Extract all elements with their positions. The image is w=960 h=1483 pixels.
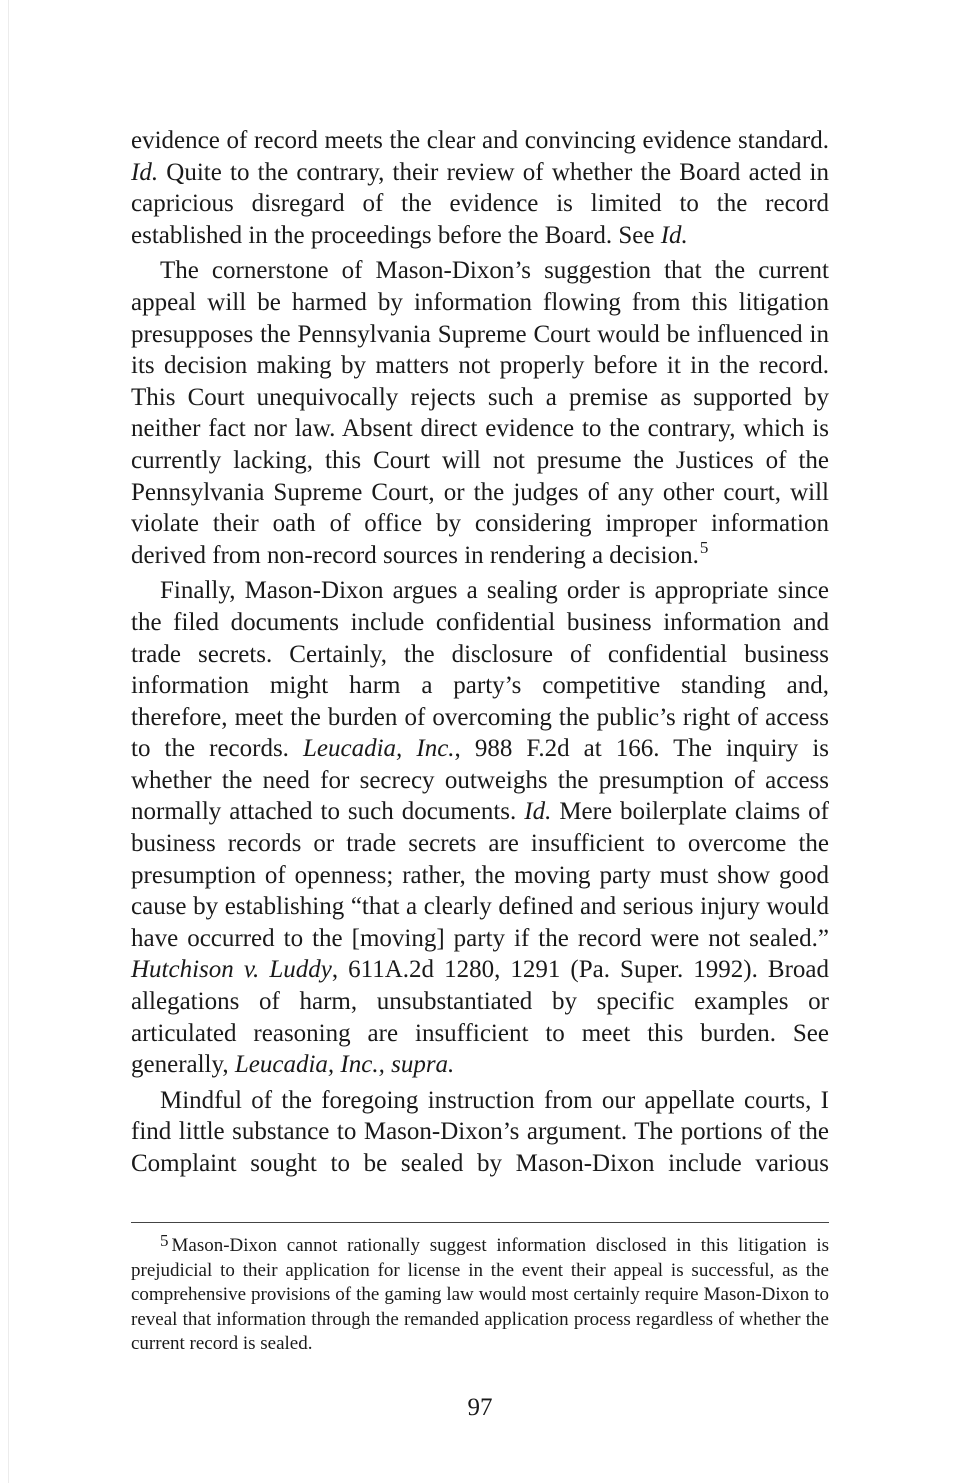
page-number: 97 xyxy=(467,1394,493,1421)
citation-italic: Leucadia, Inc. xyxy=(303,735,455,763)
page-edge xyxy=(8,0,9,1483)
citation-italic: Hutchison v. Luddy xyxy=(131,956,332,984)
footnote-reference: 5 xyxy=(699,537,709,557)
footnote xyxy=(131,1231,829,1357)
citation-italic: Id. xyxy=(131,158,159,186)
citation-italic: Id. xyxy=(660,221,688,249)
citation-italic: Id. xyxy=(524,798,552,826)
text-run: evidence of record meets the clear and convincing evidence standard. xyxy=(131,127,829,154)
footnote-text: Mason-Dixon cannot rationally suggest information disclosed in this litigation is prejudicial to their application for license in the event their appeal is successful, as the comprehensive provisions of the gaming law would most certainly require Mason-Dixon to reveal that information through the remanded application process regardless of whether the current record is sealed. xyxy=(131,1235,829,1354)
paragraph xyxy=(131,575,829,1081)
text-run: The cornerstone of Mason-Dixon’s suggestion that the current appeal will be harmed by information flowing from this litigation presupposes the Pennsylvania Supreme Court would be influenced in its decision making by matters not properly before it in the record. This Court unequivocally rejects such a premise as supported by neither fact nor law. Absent direct evidence to the contrary, which is currently lacking, this Court will not presume the Justices of the Pennsylvania Supreme Court, or the judges of any other court, will violate their oath of office by considering improper information derived from non-record sources in rendering a decision. xyxy=(131,257,829,569)
footnote-divider xyxy=(131,1222,829,1223)
text-run: , 988 F.2d at 166. The inquiry is whether the need for secrecy outweighs the presumption of access normally attached to such documents. xyxy=(131,735,829,826)
text-run: Finally, Mason-Dixon argues a sealing order is appropriate since the filed documents include confidential business information and trade secrets. Certainly, the disclosure of confidential business information might harm a party’s competitive standing and, therefore, meet the burden of overcoming the public’s right of access to the records. xyxy=(131,577,829,763)
text-run: , 611A.2d 1280, 1291 (Pa. Super. 1992). Broad allegations of harm, unsubstantiated by specific examples or articulated reasoning are insufficient to meet this burden. See generally, xyxy=(131,956,829,1079)
text-run: Mere boilerplate claims of business records or trade secrets are insufficient to overcome the presumption of openness; rather, the moving party must show good cause by establishing “that a clearly defined and serious injury would have occurred to the [moving] party if the record were not sealed.” xyxy=(131,798,829,952)
text-run: Mindful of the foregoing instruction from our appellate courts, I find little substance to Mason-Dixon’s argument. The portions of the Complaint sought to be sealed by Mason-Dixon include various xyxy=(131,1086,829,1177)
paragraph xyxy=(131,125,829,251)
text-run: Quite to the contrary, their review of whether the Board acted in capricious disregard of the evidence is limited to the record established in the proceedings before the Board. See xyxy=(131,158,829,249)
citation-italic: Leucadia, Inc., supra. xyxy=(234,1051,455,1079)
footnote-mark: 5 xyxy=(160,1231,169,1250)
body-text xyxy=(131,125,829,1184)
paragraph xyxy=(131,255,829,571)
paragraph xyxy=(131,1085,829,1180)
